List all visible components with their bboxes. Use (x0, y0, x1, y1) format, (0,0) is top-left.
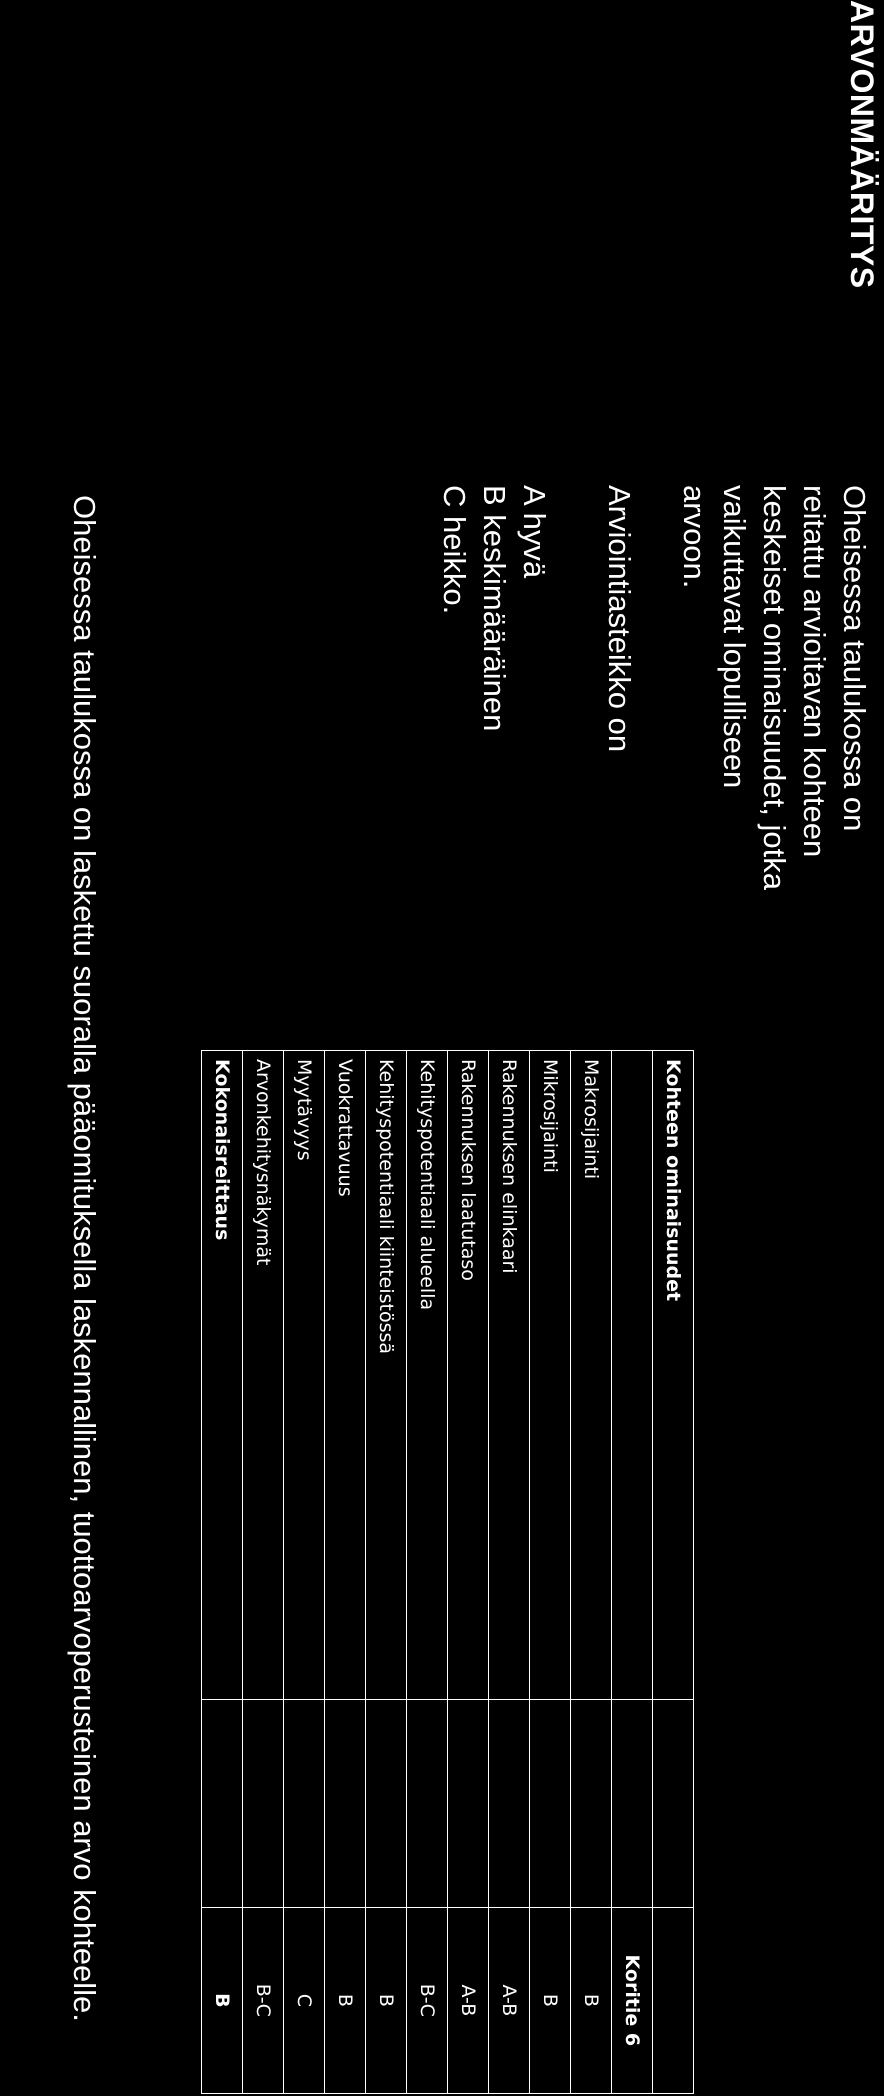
table-row (489, 1051, 530, 2094)
table-header-row (653, 1051, 694, 2094)
property-ratings-table (201, 1050, 694, 2094)
table-column-label-spacer (612, 1700, 653, 1907)
table-row (571, 1051, 612, 2094)
row-spacer (366, 1700, 407, 1907)
row-spacer (243, 1700, 284, 1907)
row-label: Myytävyys (284, 1051, 325, 1700)
table-row (284, 1051, 325, 2094)
total-label: Kokonaisreittaus (202, 1051, 243, 1700)
rating-scale-item-b: B keskimääräinen (477, 485, 512, 732)
row-value: C (284, 1907, 325, 2093)
row-value: B (366, 1907, 407, 2093)
row-label: Rakennuksen elinkaari (489, 1051, 530, 1700)
row-value: B-C (243, 1907, 284, 2093)
table-column-label: Koritie 6 (612, 1907, 653, 2093)
total-value: B (202, 1907, 243, 2093)
intro-paragraph: Oheisessa taulukossa on reitattu arvioitavan kohteen keskeiset ominaisuudet, jotka vaikuttavat lopulliseen arvoon. (677, 485, 872, 890)
row-value: A-B (448, 1907, 489, 2093)
table-row (366, 1051, 407, 2094)
row-spacer (407, 1700, 448, 1907)
table-column-label-row (612, 1051, 653, 2094)
table-row (530, 1051, 571, 2094)
row-spacer (571, 1700, 612, 1907)
table-header-empty (653, 1907, 694, 2093)
footer-paragraph: Oheisessa taulukossa on laskettu suoralla pääomituksella laskennallinen, tuottoarvoperusteinen arvo kohteelle. (67, 495, 102, 2022)
table-row (407, 1051, 448, 2094)
table-row (243, 1051, 284, 2094)
row-label: Kehityspotentiaali alueella (407, 1051, 448, 1700)
row-spacer (489, 1700, 530, 1907)
row-spacer (325, 1700, 366, 1907)
row-spacer (530, 1700, 571, 1907)
row-spacer (448, 1700, 489, 1907)
row-value: B (325, 1907, 366, 2093)
row-label: Kehityspotentiaali kiinteistössä (366, 1051, 407, 1700)
row-value: B-C (407, 1907, 448, 2093)
row-label: Makrosijainti (571, 1051, 612, 1700)
row-spacer (284, 1700, 325, 1907)
section-heading: ARVONMÄÄRITYS (844, 0, 880, 289)
row-label: Rakennuksen laatutaso (448, 1051, 489, 1700)
table-total-row (202, 1051, 243, 2094)
rating-scale-item-a: A hyvä (517, 485, 552, 579)
rating-scale-item-c: C heikko. (437, 485, 472, 615)
rating-scale-intro: Arviointiasteikko on (602, 485, 637, 753)
table-column-label-empty (612, 1051, 653, 1700)
row-value: A-B (489, 1907, 530, 2093)
table-header-spacer (653, 1700, 694, 1907)
table-row (325, 1051, 366, 2094)
table-row (448, 1051, 489, 2094)
rating-scale-list (434, 485, 554, 895)
row-value: B (571, 1907, 612, 2093)
row-label: Vuokrattavuus (325, 1051, 366, 1700)
total-spacer (202, 1700, 243, 1907)
row-label: Mikrosijainti (530, 1051, 571, 1700)
row-value: B (530, 1907, 571, 2093)
row-label: Arvonkehitysnäkymät (243, 1051, 284, 1700)
table-header-label: Kohteen ominaisuudet (653, 1051, 694, 1700)
